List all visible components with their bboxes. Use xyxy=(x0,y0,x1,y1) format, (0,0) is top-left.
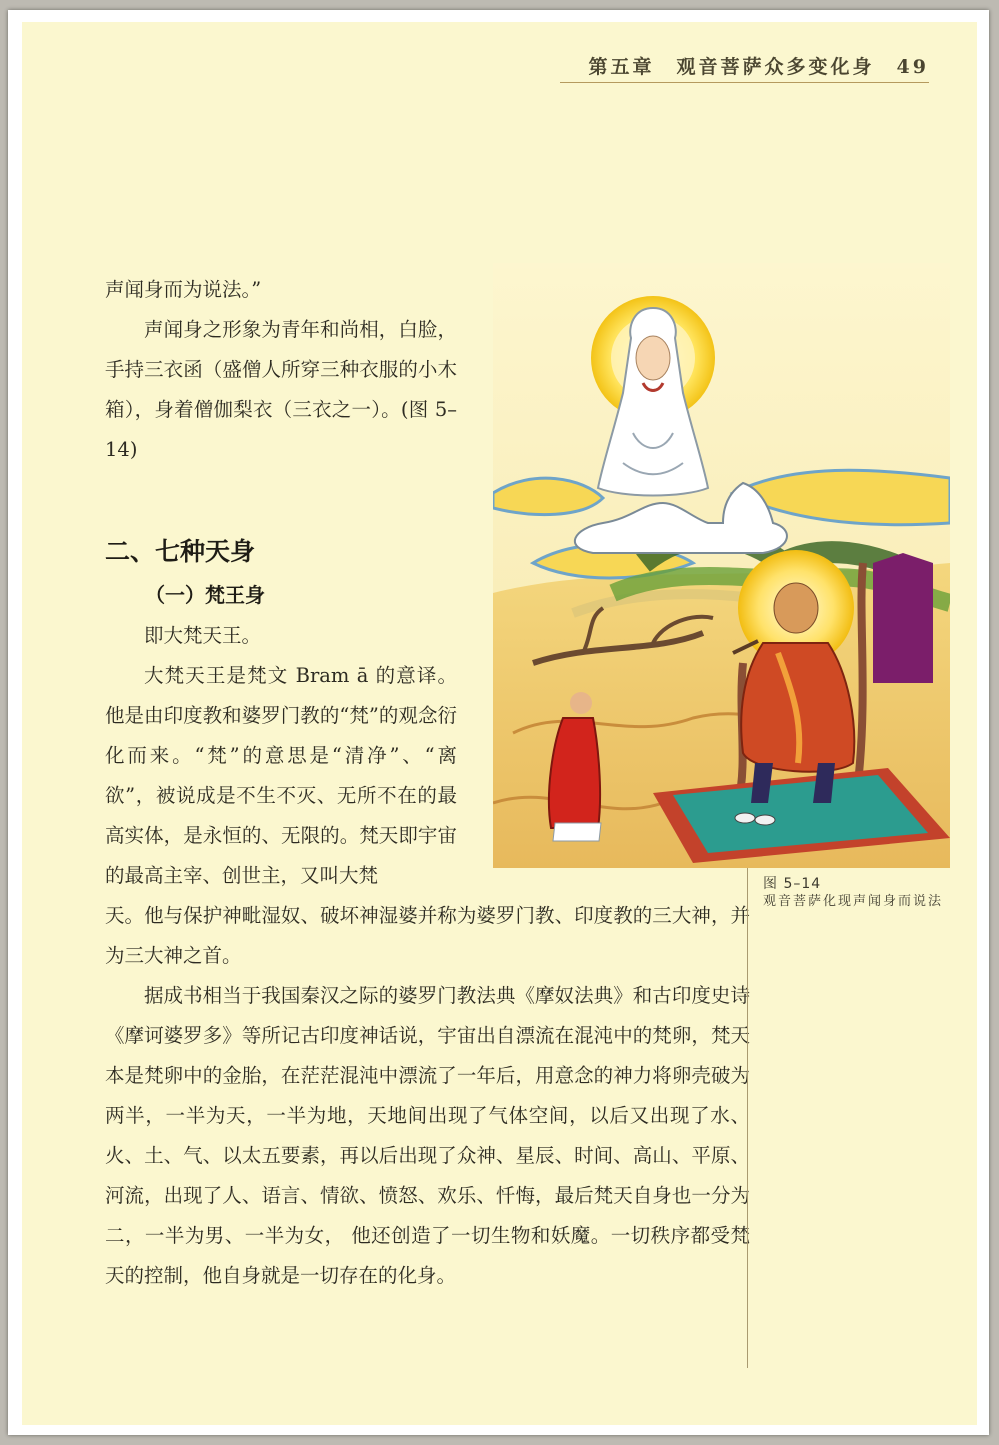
figure-illustration xyxy=(493,263,950,868)
figure-caption xyxy=(763,875,958,911)
paragraph: 声闻身而为说法。” xyxy=(105,278,262,301)
subsection-heading: （一）梵王身 xyxy=(145,583,265,607)
narrow-text-block xyxy=(105,270,457,896)
figure-caption-text: 观音菩萨化现声闻身而说法 xyxy=(763,894,944,909)
paragraph: 据成书相当于我国秦汉之际的婆罗门教法典《摩奴法典》和古印度史诗《摩诃婆罗多》等所记古印度神话说，宇宙出自漂流在混沌中的梵卵，梵天本是梵卵中的金胎，在茫茫混沌中漂流了一年后，用意念的神力将卵壳破为两半，一半为天，一半为地，天地间出现了气体空间，以后又出现了水、火、土、气、以太五要素，再以后出现了众神、星辰、时间、高山、平原、河流，出现了人、语言、情欲、愤怒、欢乐、忏悔，最后梵天自身也一分为二，一半为男、一半为女， 他还创造了一切生物和妖魔。一切秩序都受梵天的控制，他自身就是一切存在的化身。 xyxy=(105,984,750,1287)
section-heading: 二、七种天身 xyxy=(105,537,256,566)
guanyin-painting xyxy=(493,263,950,868)
header-rule xyxy=(560,82,929,83)
paragraph: 天。他与保护神毗湿奴、破坏神湿婆并称为婆罗门教、印度教的三大神，并为三大神之首。 xyxy=(105,904,750,967)
page-number: 49 xyxy=(896,56,929,78)
running-header xyxy=(567,52,929,79)
paragraph: 声闻身之形象为青年和尚相，白脸，手持三衣函（盛僧人所穿三种衣服的小木箱），身着僧伽梨衣（三衣之一）。(图 5–14) xyxy=(105,318,457,461)
caption-rule xyxy=(747,868,748,1368)
chapter-title: 观音菩萨众多变化身 xyxy=(676,56,875,78)
paragraph: 即大梵天王。 xyxy=(144,624,262,647)
chapter-label: 第五章 xyxy=(588,56,655,78)
book-page xyxy=(22,22,977,1425)
paragraph: 大梵天王是梵文 Bram ā 的意译。他是由印度教和婆罗门教的“梵”的观念衍化而来。“梵”的意思是“清净”、“离欲”，被说成是不生不灭、无所不在的最高实体，是永恒的、无限的。梵天即宇宙的最高主宰、创世主，又叫大梵 xyxy=(105,664,457,887)
figure-number: 图 5–14 xyxy=(763,876,822,892)
